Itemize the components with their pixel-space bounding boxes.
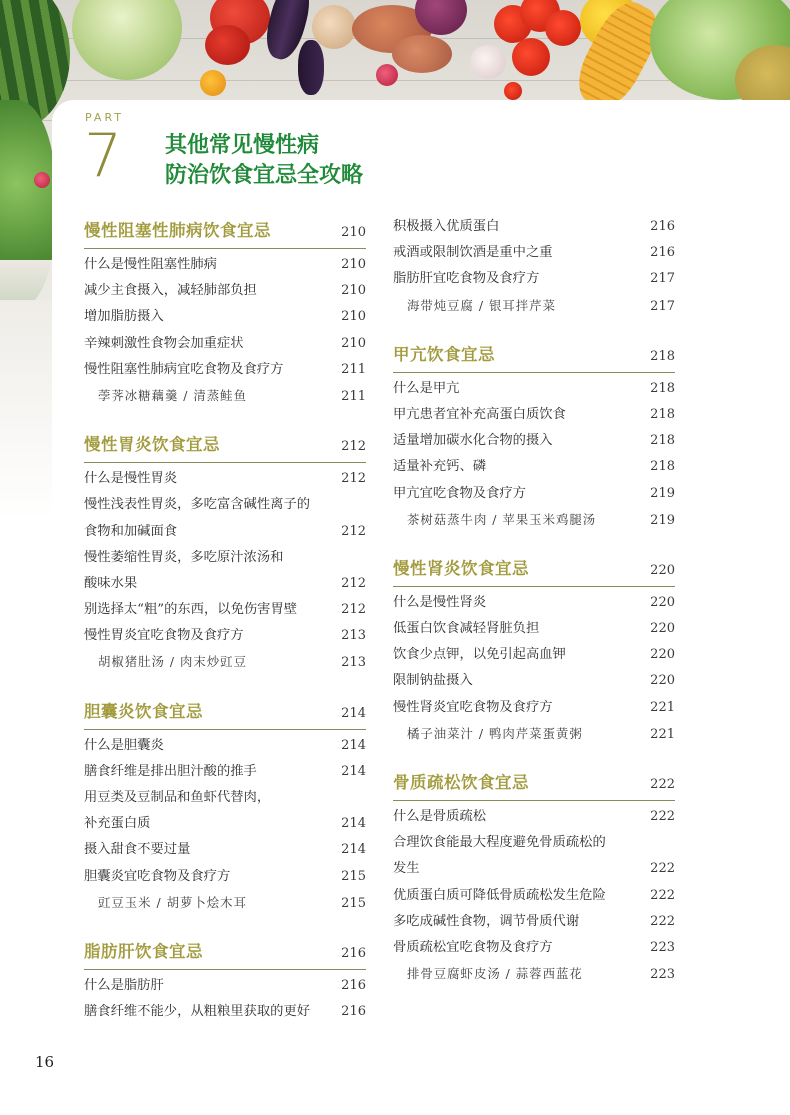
toc-right-column: [393, 216, 675, 1008]
toc-entry[interactable]: [84, 545, 366, 571]
section-divider: [84, 248, 366, 249]
eggplant-icon: [298, 40, 324, 95]
entry-text: 适量补充钙、磷: [393, 459, 487, 475]
entry-text: 合理饮食能最大程度避免骨质疏松的: [393, 835, 606, 851]
entry-page: 210: [341, 283, 366, 299]
toc-entry[interactable]: [393, 883, 675, 909]
recipe-entry[interactable]: [393, 721, 675, 747]
garlic-icon: [470, 45, 506, 79]
toc-entry[interactable]: [393, 642, 675, 668]
toc-entry[interactable]: [84, 837, 366, 863]
toc-entry[interactable]: [393, 454, 675, 480]
toc-entry[interactable]: [84, 811, 366, 837]
section-title: 脂肪肝饮食宜忌: [84, 941, 203, 961]
entry-text: 排骨豆腐虾皮汤 / 蒜蓉西蓝花: [407, 966, 583, 982]
entry-page: 223: [650, 967, 675, 983]
entry-page: 222: [650, 861, 675, 877]
toc-entry[interactable]: [393, 214, 675, 240]
toc-section: [84, 937, 366, 1025]
entry-text: 什么是脂肪肝: [84, 977, 164, 993]
toc-entry[interactable]: [393, 909, 675, 935]
toc-entry[interactable]: [84, 331, 366, 357]
recipe-entry[interactable]: [393, 293, 675, 319]
toc-entry[interactable]: [84, 864, 366, 890]
entry-text: 发生: [393, 861, 420, 877]
radish-icon: [34, 172, 50, 188]
toc-entry[interactable]: [393, 240, 675, 266]
entry-text: 橘子油菜汁 / 鸭肉芹菜蛋黄粥: [407, 725, 583, 741]
onion-icon: [312, 5, 356, 49]
recipe-entry[interactable]: [84, 383, 366, 409]
entry-text: 低蛋白饮食减轻肾脏负担: [393, 621, 540, 637]
entry-page: 223: [650, 939, 675, 955]
entry-text: 慢性浅表性胃炎，多吃富含碱性离子的: [84, 497, 311, 513]
entry-text: 优质蛋白质可降低骨质疏松发生危险: [393, 887, 606, 903]
entry-text: 食物和加碱面食: [84, 523, 178, 539]
toc-entry[interactable]: [84, 466, 366, 492]
section-heading[interactable]: [84, 216, 366, 246]
entry-text: 什么是骨质疏松: [393, 809, 487, 824]
section-heading[interactable]: [84, 697, 366, 727]
entry-text: 膳食纤维是排出胆汁酸的推手: [84, 763, 257, 779]
section-divider: [393, 800, 675, 801]
section-title: 骨质疏松饮食宜忌: [393, 773, 529, 792]
toc-entry[interactable]: [84, 357, 366, 383]
entry-text: 骨质疏松宜吃食物及食疗方: [393, 939, 553, 955]
entry-text: 甲亢患者宜补充高蛋白质饮食: [393, 406, 566, 422]
chapter-title-line: 其他常见慢性病: [165, 133, 320, 158]
entry-page: 218: [650, 459, 675, 475]
entry-text: 多吃成碱性食物，调节骨质代谢: [393, 913, 580, 929]
entry-page: 211: [341, 388, 366, 404]
potato-icon: [392, 35, 452, 73]
toc-entry[interactable]: [393, 481, 675, 507]
entry-page: 221: [650, 699, 675, 715]
entry-text: 辛辣刺激性食物会加重症状: [84, 335, 244, 351]
entry-page: 220: [650, 673, 675, 689]
toc-entry[interactable]: [393, 830, 675, 856]
toc-section: [393, 554, 675, 747]
entry-page: 213: [341, 655, 366, 671]
entry-text: 甲亢宜吃食物及食疗方: [393, 485, 526, 501]
section-title: 慢性胃炎饮食宜忌: [84, 435, 220, 455]
toc-section: [84, 697, 366, 916]
entry-page: 222: [650, 913, 675, 929]
entry-page: 217: [650, 271, 675, 287]
entry-text: 慢性肾炎宜吃食物及食疗方: [393, 699, 553, 715]
entry-text: 豇豆玉米 / 胡萝卜烩木耳: [98, 894, 247, 910]
entry-page: 218: [650, 433, 675, 449]
toc-entry[interactable]: [84, 492, 366, 518]
entry-page: 222: [650, 887, 675, 903]
entry-page: 220: [650, 647, 675, 663]
toc-section: [393, 768, 675, 987]
tomato-icon: [504, 82, 522, 100]
entry-text: 限制钠盐摄入: [393, 673, 473, 689]
toc-entry[interactable]: [393, 695, 675, 721]
toc-entry[interactable]: [84, 973, 366, 999]
section-page: 220: [650, 562, 675, 578]
recipe-entry[interactable]: [393, 507, 675, 533]
tomato-icon: [545, 10, 581, 46]
toc-entry[interactable]: [84, 785, 366, 811]
toc-entry[interactable]: [393, 804, 675, 830]
section-heading[interactable]: [84, 430, 366, 460]
entry-page: 217: [650, 298, 675, 314]
entry-page: 212: [341, 471, 366, 487]
section-heading[interactable]: [393, 340, 675, 370]
entry-page: 210: [341, 309, 366, 325]
entry-page: 210: [341, 335, 366, 351]
toc-entry[interactable]: [84, 519, 366, 545]
toc-entry[interactable]: [84, 278, 366, 304]
entry-page: 218: [650, 406, 675, 422]
chapter-title: [165, 131, 363, 191]
section-page: 212: [341, 439, 366, 455]
toc-section: [84, 216, 366, 409]
entry-text: 增加脂肪摄入: [84, 309, 164, 325]
entry-text: 海带炖豆腐 / 银耳拌芹菜: [407, 297, 556, 313]
entry-text: 茶树菇蒸牛肉 / 苹果玉米鸡腿汤: [407, 511, 597, 527]
section-title: 甲亢饮食宜忌: [393, 344, 495, 364]
section-title: 慢性肾炎饮食宜忌: [393, 558, 529, 578]
entry-page: 212: [341, 523, 366, 539]
entry-text: 膳食纤维不能少，从粗粮里获取的更好: [84, 1004, 311, 1020]
section-divider: [393, 586, 675, 587]
toc-entry[interactable]: [84, 759, 366, 785]
entry-page: 220: [650, 621, 675, 637]
radish-icon: [376, 64, 398, 86]
entry-text: 慢性阻塞性肺病宜吃食物及食疗方: [84, 361, 284, 377]
entry-page: 213: [341, 628, 366, 644]
toc-entry[interactable]: [84, 733, 366, 759]
entry-text: 减少主食摄入，减轻肺部负担: [84, 283, 257, 299]
entry-page: 214: [341, 763, 366, 779]
section-page: 210: [341, 225, 366, 240]
entry-text: 补充蛋白质: [84, 816, 151, 832]
cabbage-icon: [72, 0, 182, 80]
page-number: 16: [35, 1053, 55, 1071]
toc-entry[interactable]: [393, 376, 675, 402]
entry-page: 211: [341, 361, 366, 377]
toc-entry[interactable]: [393, 590, 675, 616]
entry-text: 适量增加碳水化合物的摄入: [393, 433, 553, 449]
yellow-tomato-icon: [200, 70, 226, 96]
section-divider: [393, 372, 675, 373]
toc-entry[interactable]: [393, 856, 675, 882]
section-heading[interactable]: [393, 554, 675, 584]
toc-entry[interactable]: [393, 402, 675, 428]
part-number: 7: [84, 121, 123, 191]
entry-text: 积极摄入优质蛋白: [393, 219, 500, 234]
entry-page: 214: [341, 816, 366, 832]
toc-entry[interactable]: [393, 428, 675, 454]
entry-text: 什么是甲亢: [393, 380, 460, 396]
toc-entry[interactable]: [393, 668, 675, 694]
toc-entry[interactable]: [84, 252, 366, 278]
entry-page: 219: [650, 485, 675, 501]
entry-page: 212: [341, 602, 366, 618]
entry-page: 222: [650, 809, 675, 824]
chapter-title-line: 防治饮食宜忌全攻略: [165, 163, 364, 188]
section-divider: [84, 969, 366, 970]
section-divider: [84, 729, 366, 730]
entry-text: 胆囊炎宜吃食物及食疗方: [84, 868, 231, 884]
section-title: 胆囊炎饮食宜忌: [84, 701, 203, 721]
entry-page: 219: [650, 512, 675, 528]
entry-page: 216: [650, 245, 675, 261]
tomato-icon: [512, 38, 550, 76]
toc-entry[interactable]: [84, 999, 366, 1025]
entry-text: 什么是慢性肾炎: [393, 594, 487, 610]
toc-left-column: [84, 216, 366, 1046]
section-page: 218: [650, 348, 675, 364]
entry-text: 脂肪肝宜吃食物及食疗方: [393, 271, 540, 287]
entry-text: 荸荠冰糖藕羹 / 清蒸鲑鱼: [98, 387, 247, 403]
entry-page: 216: [650, 219, 675, 234]
entry-page: 220: [650, 594, 675, 610]
entry-text: 慢性胃炎宜吃食物及食疗方: [84, 628, 244, 644]
entry-page: 216: [341, 1004, 366, 1020]
toc-entry[interactable]: [84, 304, 366, 330]
section-title: 慢性阻塞性肺病饮食宜忌: [84, 221, 271, 240]
entry-text: 什么是慢性阻塞性肺病: [84, 257, 217, 272]
section-heading[interactable]: [393, 768, 675, 798]
section-heading[interactable]: [84, 937, 366, 967]
recipe-entry[interactable]: [393, 961, 675, 987]
entry-page: 212: [341, 575, 366, 591]
entry-text: 摄入甜食不要过量: [84, 842, 191, 858]
entry-page: 210: [341, 257, 366, 272]
toc-entry[interactable]: [84, 597, 366, 623]
entry-text: 别选择太“粗”的东西，以免伤害胃壁: [84, 602, 298, 618]
entry-text: 用豆类及豆制品和鱼虾代替肉，: [84, 790, 271, 805]
entry-page: 218: [650, 380, 675, 396]
entry-page: 214: [341, 737, 366, 753]
toc-section: [393, 340, 675, 533]
toc-entry[interactable]: [84, 571, 366, 597]
entry-page: 215: [341, 895, 366, 911]
section-page: 216: [341, 945, 366, 961]
toc-entry[interactable]: [84, 623, 366, 649]
entry-page: 215: [341, 868, 366, 884]
entry-text: 饮食少点钾，以免引起高血钾: [393, 647, 566, 663]
toc-section: [393, 214, 675, 319]
entry-text: 胡椒猪肚汤 / 肉末炒豇豆: [98, 654, 247, 670]
red-pepper-icon: [205, 25, 250, 65]
recipe-entry[interactable]: [84, 890, 366, 916]
entry-text: 什么是慢性胃炎: [84, 471, 178, 487]
entry-text: 戒酒或限制饮酒是重中之重: [393, 245, 553, 261]
section-page: 222: [650, 777, 675, 792]
recipe-entry[interactable]: [84, 649, 366, 675]
entry-page: 216: [341, 977, 366, 993]
toc-entry[interactable]: [393, 935, 675, 961]
section-divider: [84, 462, 366, 463]
toc-entry[interactable]: [393, 266, 675, 292]
entry-text: 什么是胆囊炎: [84, 737, 164, 753]
entry-page: 221: [650, 726, 675, 742]
part-label: PART: [85, 111, 125, 124]
entry-text: 慢性萎缩性胃炎，多吃原汁浓汤和: [84, 549, 284, 565]
toc-entry[interactable]: [393, 616, 675, 642]
background-fade: [0, 260, 60, 520]
entry-page: 214: [341, 842, 366, 858]
entry-text: 酸味水果: [84, 575, 138, 591]
toc-section: [84, 430, 366, 676]
section-page: 214: [341, 705, 366, 721]
